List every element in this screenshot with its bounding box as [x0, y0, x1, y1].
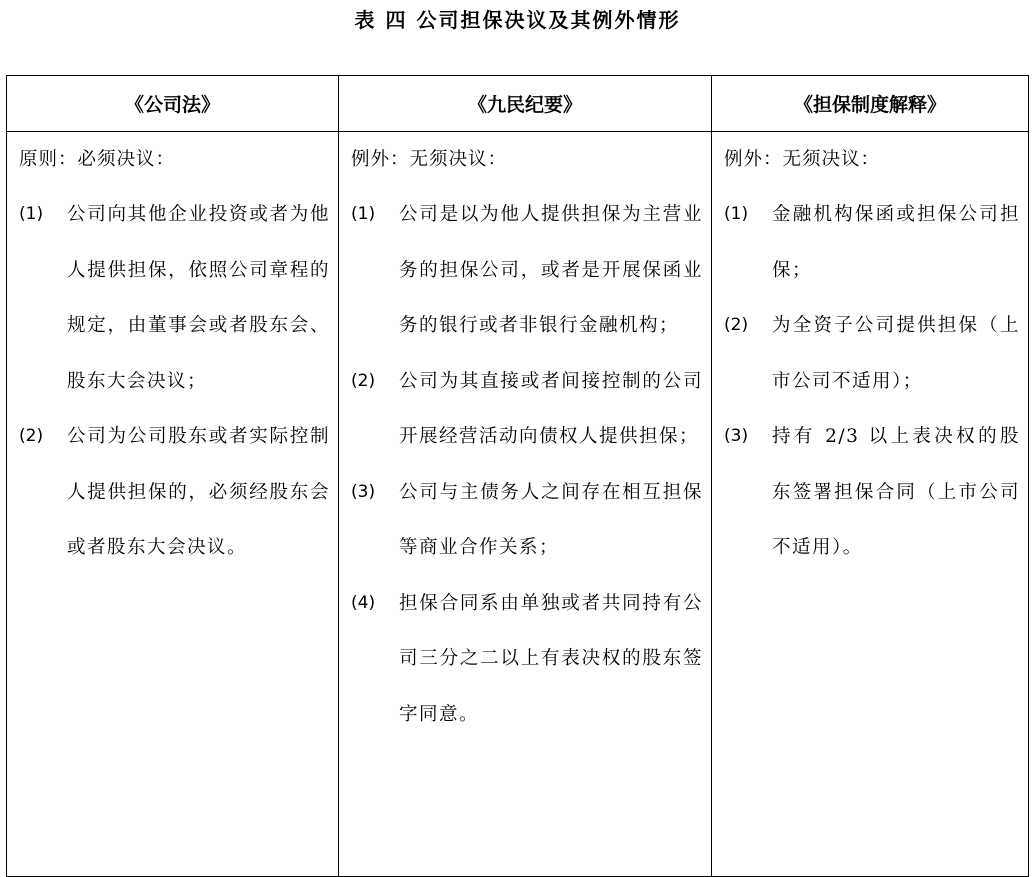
- cell-jiumin-minutes: [339, 132, 712, 877]
- item-number: (1): [351, 204, 376, 224]
- list-item: [351, 465, 703, 576]
- list-item: [724, 409, 1020, 576]
- item-text: 公司为其直接或者间接控制的公司开展经营活动向债权人提供担保；: [399, 370, 703, 447]
- item-text: 金融机构保函或担保公司担保；: [772, 204, 1020, 281]
- table-title: 表 四 公司担保决议及其例外情形: [354, 8, 681, 32]
- header-jiumin-minutes: 《九民纪要》: [339, 76, 712, 132]
- item-number: (3): [351, 481, 376, 502]
- header-company-law: 《公司法》: [7, 76, 339, 132]
- lead-text: 例外：无须决议：: [724, 149, 881, 170]
- item-number: (1): [724, 204, 749, 224]
- item-number: (4): [351, 592, 376, 613]
- list-item: [351, 187, 703, 354]
- item-list: [351, 187, 703, 742]
- item-number: (3): [724, 426, 749, 446]
- cell-guarantee-interpretation: [712, 132, 1029, 877]
- item-text: 公司是以为他人提供担保为主营业务的担保公司，或者是开展保函业务的银行或者非银行金融机构；: [399, 204, 703, 336]
- list-item: [19, 187, 330, 409]
- item-number: (2): [724, 315, 749, 335]
- item-text: 公司向其他企业投资或者为他人提供担保，依照公司章程的规定，由董事会或者股东会、股东大会决议；: [67, 204, 330, 392]
- item-text: 公司与主债务人之间存在相互担保等商业合作关系；: [399, 481, 703, 558]
- guarantee-resolution-table: [6, 75, 1029, 877]
- item-list: [724, 187, 1020, 576]
- content-row: [7, 132, 1029, 877]
- item-text: 为全资子公司提供担保（上市公司不适用）；: [772, 315, 1020, 392]
- item-list: [19, 187, 330, 576]
- header-row: [7, 76, 1029, 132]
- item-number: (2): [19, 426, 44, 446]
- header-guarantee-interpretation: 《担保制度解释》: [712, 76, 1029, 132]
- item-number: (2): [351, 370, 376, 391]
- list-item: [724, 298, 1020, 409]
- cell-company-law: [7, 132, 339, 877]
- item-text: 公司为公司股东或者实际控制人提供担保的，必须经股东会或者股东大会决议。: [67, 426, 330, 558]
- list-item: [351, 576, 703, 743]
- lead-text: 例外：无须决议：: [351, 149, 508, 170]
- list-item: [351, 354, 703, 465]
- item-text: 持有 2/3 以上表决权的股东签署担保合同（上市公司不适用）。: [772, 426, 1020, 558]
- item-text: 担保合同系由单独或者共同持有公司三分之二以上有表决权的股东签字同意。: [399, 592, 703, 725]
- list-item: [19, 409, 330, 576]
- item-number: (1): [19, 204, 44, 224]
- lead-text: 原则：必须决议：: [19, 149, 176, 170]
- list-item: [724, 187, 1020, 298]
